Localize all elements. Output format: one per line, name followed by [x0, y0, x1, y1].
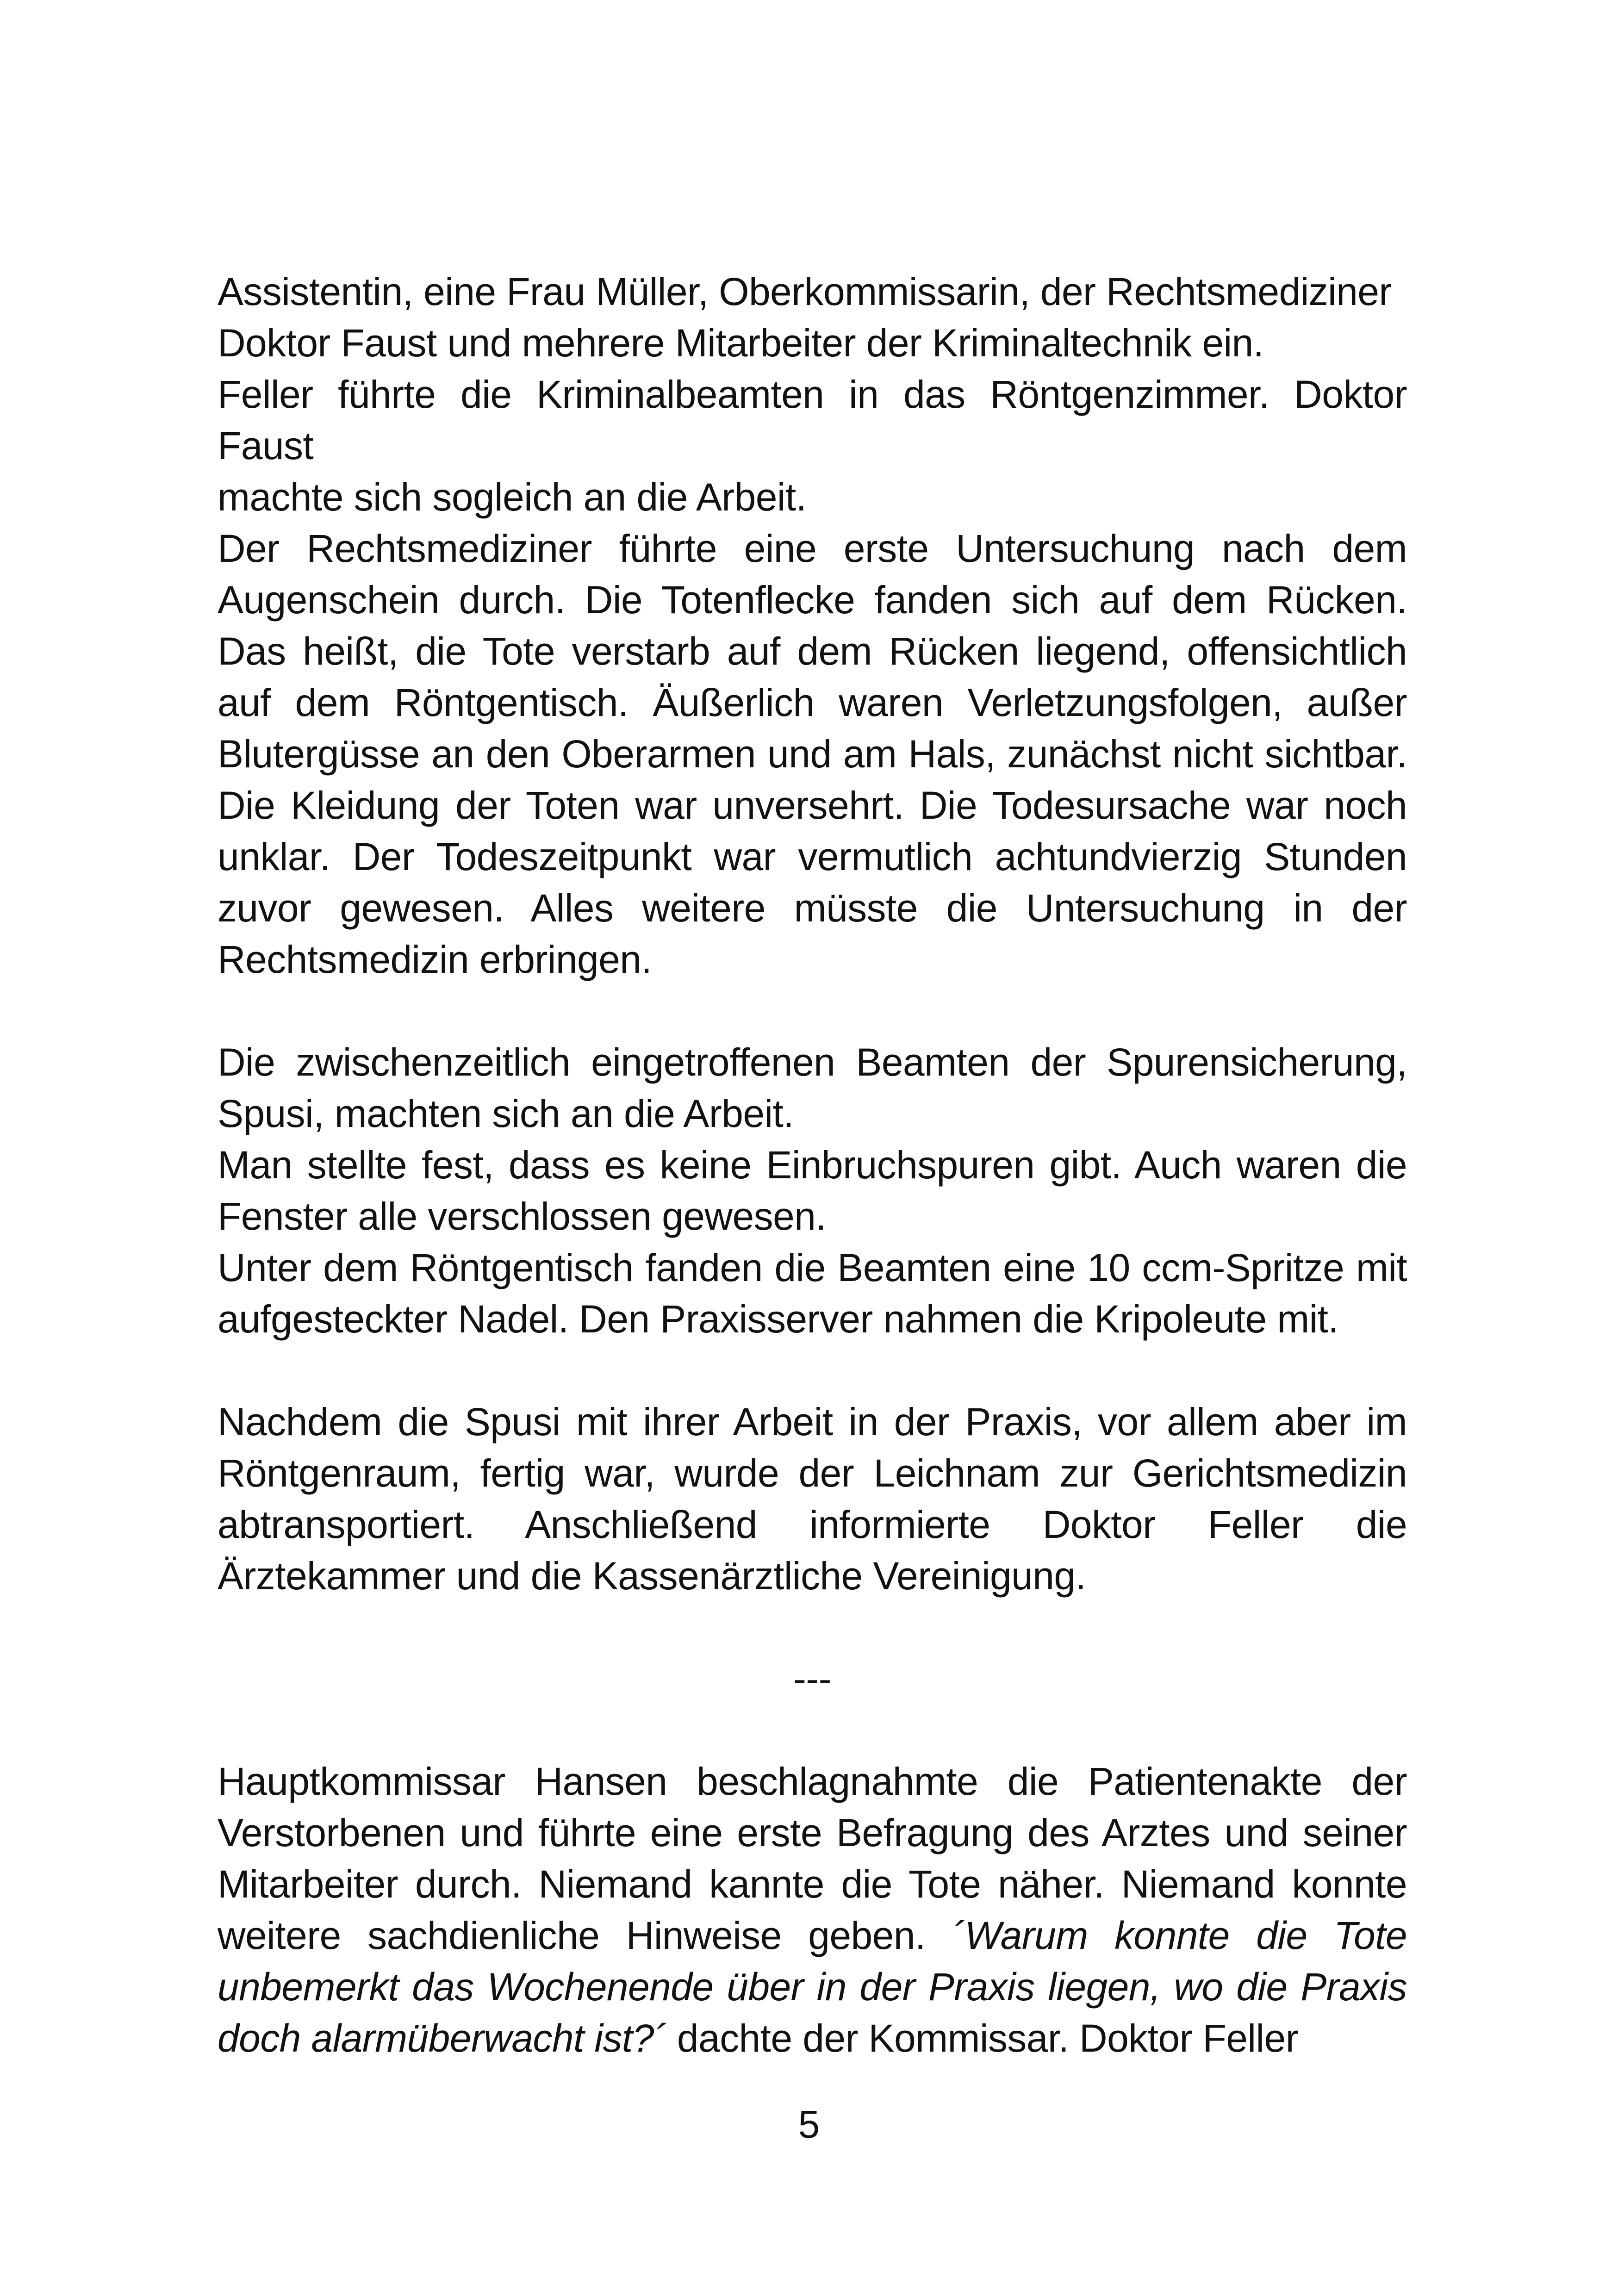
text-line: Doktor Faust und mehrere Mitarbeiter der Kriminaltechnik ein.: [218, 321, 1264, 365]
text-line: machte sich sogleich an die Arbeit.: [218, 475, 807, 519]
italic-thought: ´Warum konnte die Tote unbemerkt das Wochenende über in der Praxis liegen, wo die Praxis doch alarmüberwacht ist?´: [218, 1914, 1407, 2060]
paragraph-intro: [218, 266, 1407, 369]
paragraph-interrogation: [218, 1756, 1407, 2064]
paragraph-syringe: Unter dem Röntgentisch fanden die Beamten eine 10 ccm-Spritze mit aufgesteckter Nadel. Den Praxisserver nahmen die Kripoleute mit.: [218, 1246, 1407, 1341]
paragraph-gap: [218, 1345, 1407, 1396]
page-number: 5: [798, 2103, 820, 2146]
paragraph-gap: [218, 1602, 1407, 1653]
body-text: [218, 266, 1407, 2064]
paragraph-forensic-exam: Der Rechtsmediziner führte eine erste Untersuchung nach dem Augenschein durch. Die Totenflecke fanden sich auf dem Rücken. Das heißt, die Tote verstarb auf dem Rücken liegend, offensichtlich auf dem Röntgentisch. Äußerlich waren Verletzungsfolgen, außer Blutergüsse an den Oberarmen und am Hals, zunächst nicht sichtbar. Die Kleidung der Toten war unversehrt. Die Todesursache war noch unklar. Der Todeszeitpunkt war vermutlich achtundvierzig Stunden zuvor gewesen. Alles weitere müsste die Untersuchung in der Rechtsmedizin erbringen.: [218, 527, 1407, 981]
text-line: Assistentin, eine Frau Müller, Oberkommissarin, der Rechtsmediziner: [218, 270, 1392, 313]
paragraph-no-break-in: Man stellte fest, dass es keine Einbruchspuren gibt. Auch waren die Fenster alle verschlossen gewesen.: [218, 1143, 1407, 1238]
paragraph-transport: Nachdem die Spusi mit ihrer Arbeit in der Praxis, vor allem aber im Röntgenraum, fertig war, wurde der Leichnam zur Gerichtsmedizin abtransportiert. Anschließend informierte Doktor Feller die Ärztekammer und die Kassenärztliche Vereinigung.: [218, 1400, 1407, 1598]
paragraph-gap: [218, 1705, 1407, 1756]
text-line: Feller führte die Kriminalbeamten in das Röntgenzimmer. Doktor Faust: [218, 373, 1407, 467]
paragraph-gap: [218, 985, 1407, 1037]
paragraph-xray-room: [218, 369, 1407, 523]
paragraph-spusi: Die zwischenzeitlich eingetroffenen Beamten der Spurensicherung, Spusi, machten sich an die Arbeit.: [218, 1040, 1407, 1135]
text-run: dachte der Kommissar. Doktor Feller: [666, 2016, 1299, 2060]
text-run: Hauptkommissar Hansen beschlagnahmte die Patientenakte der Verstorbenen und führte eine erste Befragung des Arztes und seiner Mitarbeiter durch. Niemand kannte die Tote näher. Niemand konnte weitere sachdienliche Hinweise geben.: [218, 1760, 1407, 1957]
section-separator: ---: [793, 1657, 832, 1700]
